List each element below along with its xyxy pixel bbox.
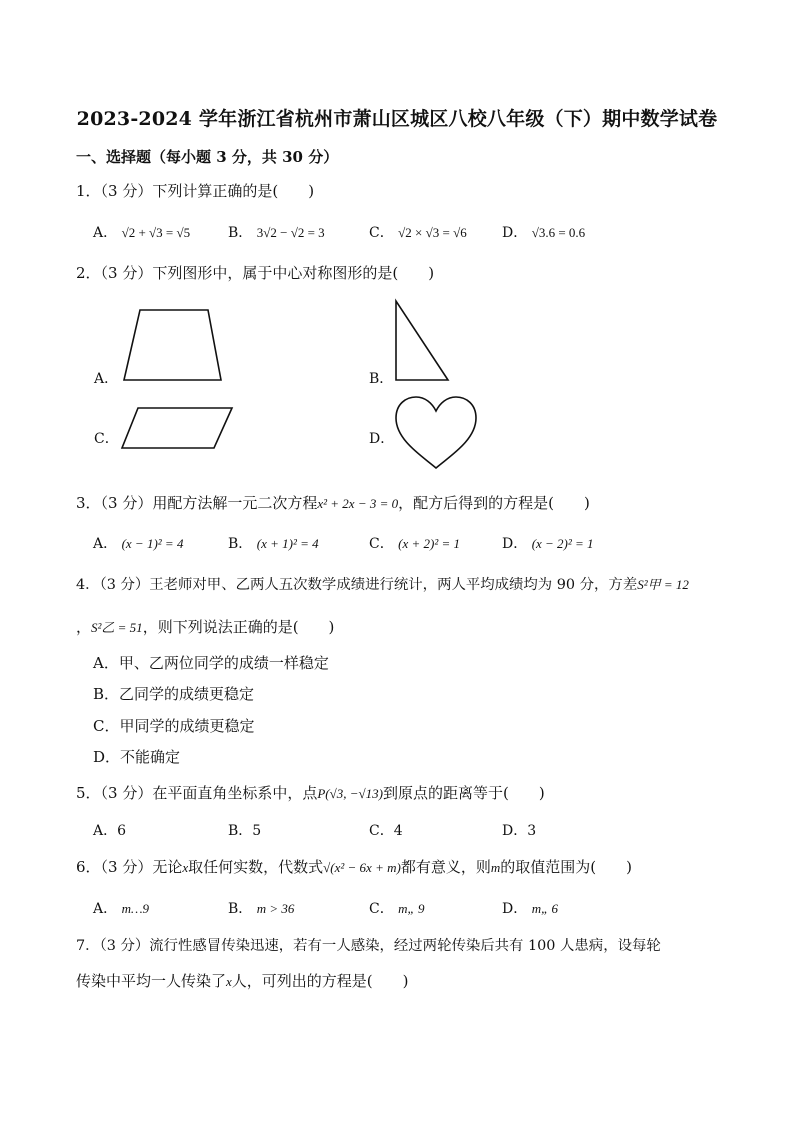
q5-point: P(√3, −√13) bbox=[317, 786, 384, 801]
q4-option-c: C．甲同学的成绩更稳定 bbox=[93, 717, 255, 735]
q6-var-m: m bbox=[490, 860, 501, 875]
question-1-stem: 1．（3 分）下列计算正确的是( ) bbox=[76, 182, 315, 200]
q6-var-x: x bbox=[182, 860, 189, 875]
question-4-stem-line2 bbox=[76, 616, 334, 637]
option-letter: D． bbox=[502, 225, 528, 241]
option-letter: C． bbox=[369, 536, 394, 552]
question-7-stem-line2 bbox=[76, 970, 409, 991]
q6-option-a bbox=[93, 898, 149, 918]
q3-c-expression: (x + 2)² = 1 bbox=[398, 536, 461, 551]
q1-b-expression: 3√2 − √2 = 3 bbox=[256, 225, 325, 240]
q7-stem-tail: 人，可列出的方程是( ) bbox=[231, 972, 409, 990]
q1-option-d bbox=[502, 222, 585, 242]
option-letter: D． bbox=[502, 536, 528, 552]
q4-variance-yi: S²乙 = 51 bbox=[91, 620, 143, 635]
q5-option-d: D．3 bbox=[502, 823, 537, 839]
q3-d-expression: (x − 2)² = 1 bbox=[531, 536, 594, 551]
q3-option-b bbox=[228, 533, 319, 553]
q3-a-expression: (x − 1)² = 4 bbox=[121, 536, 184, 551]
q6-a-expression: m…9 bbox=[121, 901, 150, 916]
q5-option-b: B．5 bbox=[228, 823, 262, 839]
q6-stem-mid: 取任何实数，代数式 bbox=[188, 858, 324, 876]
question-7-stem-line1: 7．（3 分）流行性感冒传染迅速，若有一人感染，经过两轮传染后共有 100 人患病，设每轮 bbox=[76, 938, 661, 954]
q6-stem-text: 6．（3 分）无论 bbox=[76, 858, 183, 876]
option-letter: D． bbox=[502, 901, 528, 917]
q4-variance-jia: S²甲 = 12 bbox=[637, 577, 689, 592]
q5-option-c: C．4 bbox=[369, 823, 403, 839]
question-2-stem: 2．（3 分）下列图形中，属于中心对称图形的是( ) bbox=[76, 264, 435, 282]
q2-option-b-label: B． bbox=[369, 371, 394, 387]
option-letter: C． bbox=[369, 225, 394, 241]
question-6-stem bbox=[76, 856, 632, 877]
q4-option-a: A．甲、乙两位同学的成绩一样稳定 bbox=[93, 654, 329, 672]
q4-option-b: B．乙同学的成绩更稳定 bbox=[93, 685, 255, 703]
q4-option-d: D．不能确定 bbox=[93, 748, 181, 766]
q3-option-d bbox=[502, 533, 594, 553]
q2-option-d-label: D． bbox=[369, 431, 395, 447]
q1-option-a bbox=[93, 222, 190, 242]
right-triangle-figure bbox=[388, 296, 458, 386]
q6-option-b bbox=[228, 898, 294, 918]
q4-stem-text: 4．（3 分）王老师对甲、乙两人五次数学成绩进行统计，两人平均成绩均为 90 分，方差 bbox=[76, 577, 638, 593]
q3-option-a bbox=[93, 533, 183, 553]
q4-comma: ， bbox=[76, 618, 92, 636]
option-letter: B． bbox=[228, 225, 253, 241]
parallelogram-figure bbox=[118, 404, 238, 454]
q5-option-a: A．6 bbox=[93, 823, 127, 839]
q1-d-expression: √3.6 = 0.6 bbox=[531, 225, 586, 240]
q7-stem-text: 传染中平均一人传染了 bbox=[76, 972, 227, 990]
option-letter: B． bbox=[228, 901, 253, 917]
q3-option-c bbox=[369, 533, 460, 553]
q6-radical-expression: √(x² − 6x + m) bbox=[323, 860, 401, 875]
option-letter: B． bbox=[228, 536, 253, 552]
option-letter: A． bbox=[93, 225, 118, 241]
q3-stem-text: 3．（3 分）用配方法解一元二次方程 bbox=[76, 494, 318, 512]
q4-stem-tail: ，则下列说法正确的是( ) bbox=[142, 618, 335, 636]
q6-stem-mid2: 都有意义，则 bbox=[400, 858, 491, 876]
q7-var-x: x bbox=[226, 974, 232, 989]
page-title: 2023-2024 学年浙江省杭州市萧山区城区八校八年级（下）期中数学试卷 bbox=[76, 108, 718, 130]
q6-option-c bbox=[369, 898, 425, 918]
q6-option-d bbox=[502, 898, 558, 918]
q2-option-a-label: A． bbox=[94, 371, 119, 387]
q1-c-expression: √2 × √3 = √6 bbox=[398, 225, 467, 240]
q6-b-expression: m > 36 bbox=[256, 901, 295, 916]
question-3-stem bbox=[76, 492, 590, 513]
q3-equation: x² + 2x − 3 = 0 bbox=[317, 496, 399, 511]
option-letter: A． bbox=[93, 901, 118, 917]
q6-d-expression: m„ 6 bbox=[531, 901, 559, 916]
section-heading: 一、选择题（每小题 3 分，共 30 分） bbox=[76, 148, 339, 166]
q1-option-b bbox=[228, 222, 325, 242]
q5-stem-tail: 到原点的距离等于( ) bbox=[383, 784, 545, 802]
q3-stem-tail: ，配方后得到的方程是( ) bbox=[398, 494, 590, 512]
q1-option-c bbox=[369, 222, 467, 242]
option-letter: C． bbox=[369, 901, 394, 917]
question-5-stem bbox=[76, 782, 545, 803]
q5-stem-text: 5．（3 分）在平面直角坐标系中，点 bbox=[76, 784, 318, 802]
heart-figure bbox=[392, 394, 480, 472]
option-letter: A． bbox=[93, 536, 118, 552]
trapezoid-figure bbox=[118, 305, 230, 385]
question-4-stem-line1 bbox=[76, 573, 689, 594]
q1-a-expression: √2 + √3 = √5 bbox=[121, 225, 191, 240]
q3-b-expression: (x + 1)² = 4 bbox=[256, 536, 319, 551]
q6-c-expression: m„ 9 bbox=[398, 901, 425, 916]
q2-option-c-label: C． bbox=[94, 431, 119, 447]
q6-stem-tail: 的取值范围为( ) bbox=[500, 858, 632, 876]
